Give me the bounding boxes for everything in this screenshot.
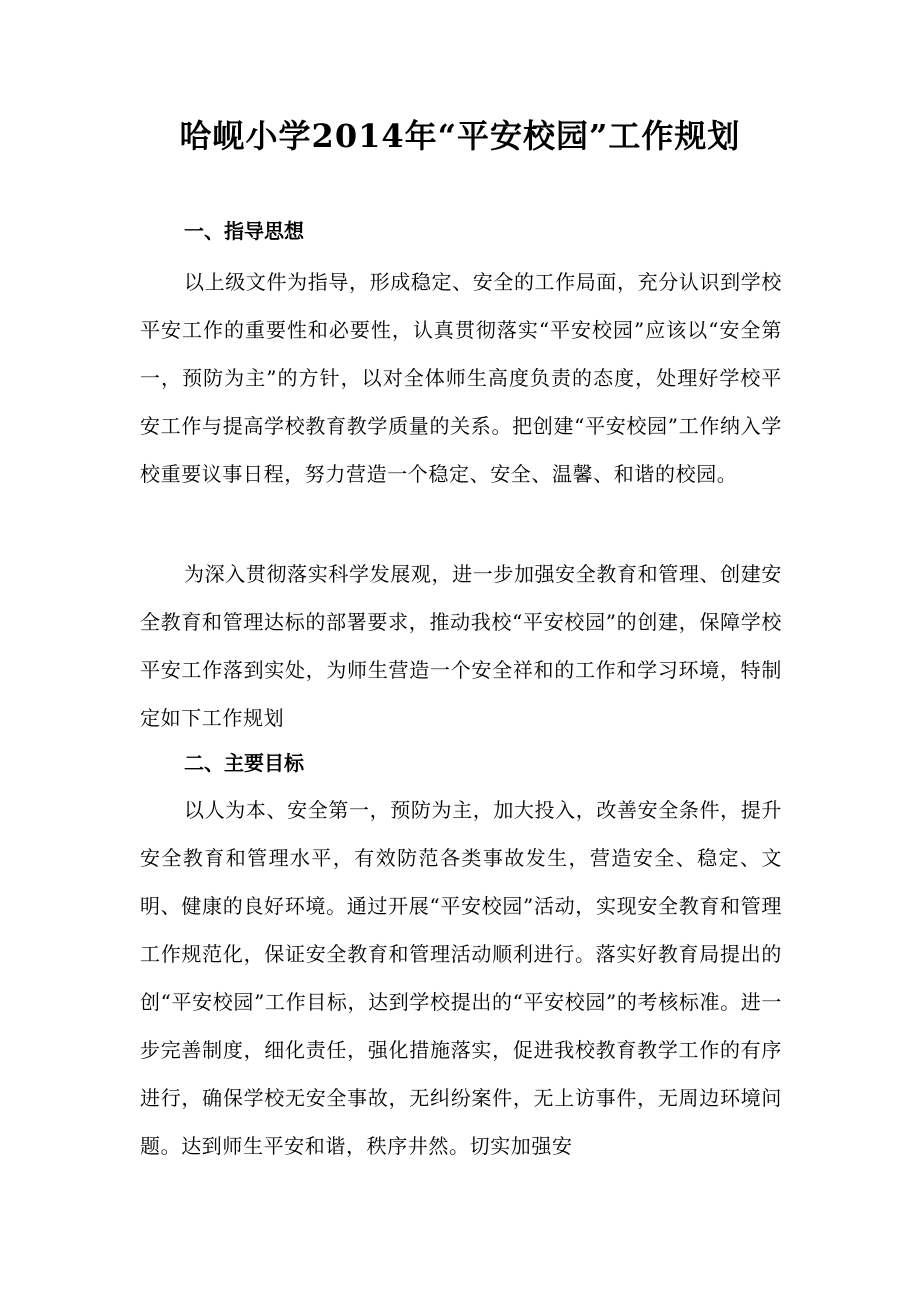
paragraph-guiding-ideology-2: 为深入贯彻落实科学发展观，进一步加强安全教育和管理、创建安全教育和管理达标的部署要求，推动我校“平安校园”的创建，保障学校平安工作落到实处，为师生营造一个安全祥和的工作和学习环境，特制定如下工作规划 — [140, 562, 782, 730]
paragraph-guiding-ideology-1: 以上级文件为指导，形成稳定、安全的工作局面，充分认识到学校平安工作的重要性和必要性，认真贯彻落实“平安校园”应该以“安全第一，预防为主”的方针，以对全体师生高度负责的态度，处理好学校平安工作与提高学校教育教学质量的关系。把创建“平安校园”工作纳入学校重要议事日程，努力营造一个稳定、安全、温馨、和谐的校园。 — [140, 270, 782, 486]
section-heading-guiding-ideology: 一、指导思想 — [184, 219, 304, 243]
section-heading-main-goals: 二、主要目标 — [184, 751, 304, 775]
document-title: 哈岘小学2014年“平安校园”工作规划 — [179, 117, 741, 155]
paragraph-main-goals-1: 以人为本、安全第一，预防为主，加大投入，改善安全条件，提升安全教育和管理水平，有效防范各类事故发生，营造安全、稳定、文明、健康的良好环境。通过开展“平安校园”活动，实现安全教育和管理工作规范化，保证安全教育和管理活动顺利进行。落实好教育局提出的创“平安校园”工作目标，达到学校提出的“平安校园”的考核标准。进一步完善制度，细化责任，强化措施落实，促进我校教育教学工作的有序进行，确保学校无安全事故，无纠纷案件，无上访事件，无周边环境问题。达到师生平安和谐，秩序井然。切实加强安 — [140, 798, 782, 1158]
